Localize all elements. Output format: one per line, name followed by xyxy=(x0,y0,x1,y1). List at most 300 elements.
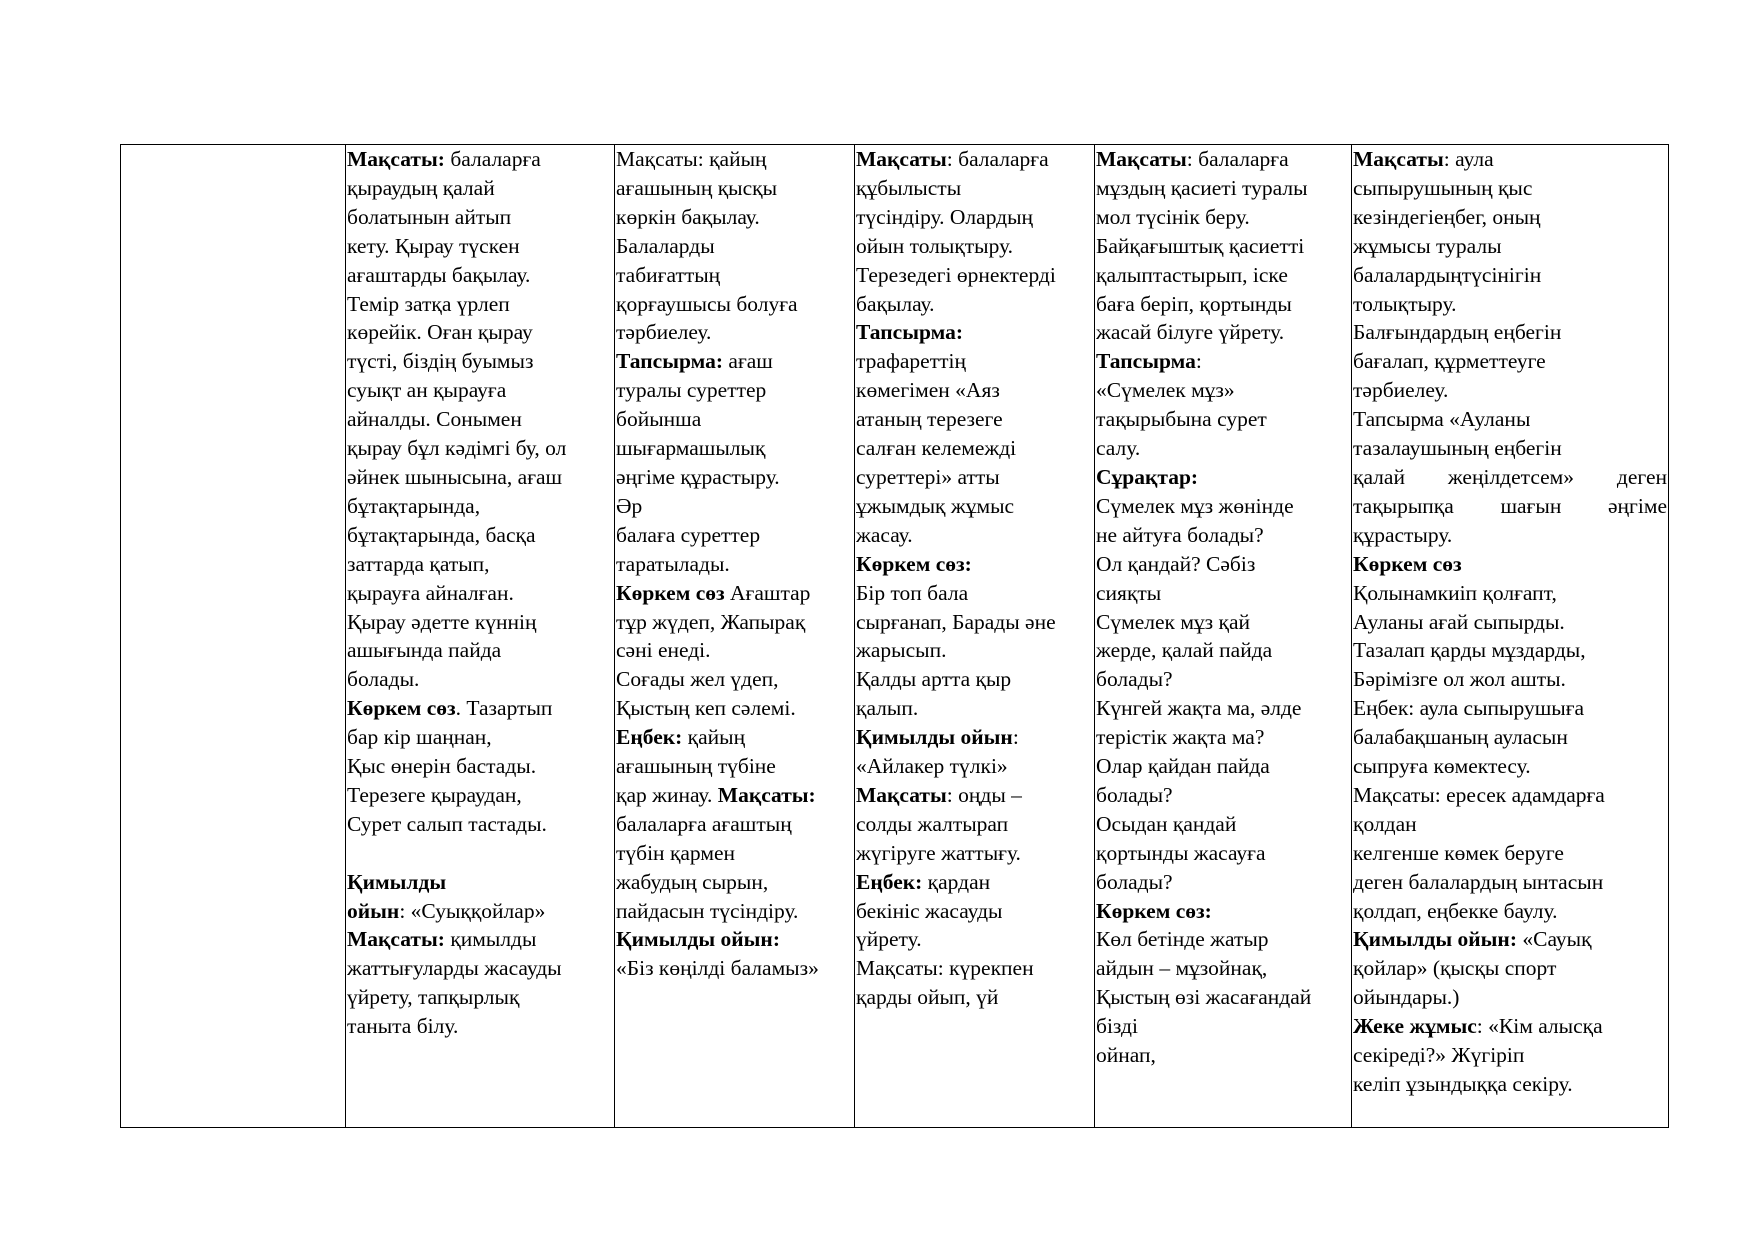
cell-line xyxy=(1353,1041,1667,1070)
text-run: «Сүмелек мұз» xyxy=(1096,378,1235,403)
text-run: балабақшаның ауласын xyxy=(1353,725,1568,750)
cell-line xyxy=(347,347,613,376)
text-run: суықт ан қырауға xyxy=(347,378,507,403)
text-run: Бір топ бала xyxy=(856,580,969,605)
cell-line xyxy=(347,232,613,261)
text-run: Сүмелек мұз қай xyxy=(1096,609,1251,634)
cell-line xyxy=(856,232,1093,261)
text-run: Ол қандай? Сәбіз xyxy=(1096,551,1256,576)
cell-line xyxy=(1096,752,1350,781)
table-row xyxy=(121,145,1669,1128)
bold-text: Мақсаты xyxy=(856,147,947,171)
cell-line xyxy=(347,810,613,839)
text-run: балаға суреттер xyxy=(616,522,761,547)
cell-line xyxy=(856,752,1093,781)
text-run: Осыдан қандай xyxy=(1096,811,1237,836)
cell-line xyxy=(1096,868,1350,897)
text-run: Қыстың өзі жасағандай xyxy=(1096,985,1312,1010)
cell-line xyxy=(1353,694,1667,723)
text-run: деген балалардың ынтасын xyxy=(1353,869,1604,894)
text-run: тазалаушының еңбегін xyxy=(1353,436,1562,461)
text-run: тұр жүдеп, Жапырақ xyxy=(616,609,806,634)
cell-line xyxy=(856,376,1093,405)
cell-line xyxy=(1096,665,1350,694)
cell-line xyxy=(347,983,613,1012)
text-run: жүгіруге жаттығу. xyxy=(856,840,1021,865)
text-run: сырғанап, Барады әне xyxy=(856,609,1056,634)
cell-line xyxy=(1096,897,1350,926)
text-run: ағашының қысқы xyxy=(616,175,778,200)
cell-line xyxy=(1096,318,1350,347)
table-cell-4 xyxy=(1095,145,1352,1128)
text-run: тақырыпқа шағын әңгіме xyxy=(1353,493,1667,518)
text-run: Қолынамкиіп қолғапт, xyxy=(1353,580,1557,605)
cell-line xyxy=(856,810,1093,839)
bold-text: Мақсаты xyxy=(1353,147,1444,171)
cell-line xyxy=(1096,983,1350,1012)
text-run: ойнап, xyxy=(1096,1043,1156,1068)
bold-text: Көркем сөз: xyxy=(856,551,972,576)
text-run: Соғады жел үдеп, xyxy=(616,667,779,692)
cell-line xyxy=(856,925,1093,954)
text-run: қырау бұл кәдімгі бу, ол xyxy=(347,436,567,461)
text-run: толықтыру. xyxy=(1353,291,1457,316)
text-run: бар кір шаңнан, xyxy=(347,725,492,750)
cell-line xyxy=(1353,174,1667,203)
cell-line xyxy=(347,492,613,521)
text-run: таратылады. xyxy=(616,551,730,576)
cell-line xyxy=(347,723,613,752)
cell-line xyxy=(616,839,853,868)
cell-line xyxy=(1353,579,1667,608)
text-run: құбылысты xyxy=(856,175,962,200)
text-run: түсіндіру. Олардың xyxy=(856,204,1034,229)
cell-line xyxy=(1096,463,1350,492)
cell-line xyxy=(1096,608,1350,637)
text-run: шығармашылық xyxy=(616,436,766,461)
cell-line xyxy=(1096,1041,1350,1070)
text-run: Бәрімізге ол жол ашты. xyxy=(1353,667,1566,692)
text-run: солды жалтырап xyxy=(856,811,1009,836)
cell-line xyxy=(856,174,1093,203)
text-run: «Сауық xyxy=(1516,927,1592,952)
cell-line xyxy=(1353,261,1667,290)
text-run: балаларға ағаштың xyxy=(616,811,792,836)
text-run: әйнек шынысына, ағаш xyxy=(347,464,563,489)
cell-line xyxy=(1353,954,1667,983)
cell-line xyxy=(1096,261,1350,290)
text-run: жасай білуге үйрету. xyxy=(1096,320,1285,345)
text-run: Мақсаты: күрекпен xyxy=(856,956,1034,981)
text-run: трафареттің xyxy=(856,349,966,374)
cell-line xyxy=(1096,145,1350,174)
cell-line xyxy=(616,347,853,376)
bold-text: Мақсаты: xyxy=(347,927,445,952)
cell-line xyxy=(1353,983,1667,1012)
cell-line xyxy=(856,261,1093,290)
text-run: Тапсырма «Ауланы xyxy=(1353,407,1531,432)
cell-line xyxy=(856,954,1093,983)
text-run: ашығында пайда xyxy=(347,638,502,663)
cell-line xyxy=(347,608,613,637)
cell-line xyxy=(347,318,613,347)
cell-line xyxy=(856,434,1093,463)
cell-line xyxy=(616,550,853,579)
text-run: айналды. Сонымен xyxy=(347,407,522,432)
table-cell-1 xyxy=(346,145,615,1128)
cell-line xyxy=(616,318,853,347)
text-run: туралы суреттер xyxy=(616,378,767,403)
text-run: балалардыңтүсінігін xyxy=(1353,262,1542,287)
text-run: көрейік. Оған қырау xyxy=(347,320,533,345)
cell-line xyxy=(1096,434,1350,463)
bold-text: Мақсаты xyxy=(856,782,947,807)
cell-line xyxy=(856,579,1093,608)
cell-line xyxy=(347,463,613,492)
cell-line xyxy=(1353,897,1667,926)
bold-text: Тапсырма: xyxy=(616,349,724,374)
text-run: қалыптастырып, іске xyxy=(1096,262,1288,287)
cell-line xyxy=(616,376,853,405)
text-run: мол түсінік беру. xyxy=(1096,204,1250,229)
cell-line xyxy=(1096,636,1350,665)
bold-text: ойын xyxy=(347,898,400,923)
text-run: келіп ұзындыққа секіру. xyxy=(1353,1072,1573,1096)
cell-line xyxy=(1353,434,1667,463)
cell-line xyxy=(1096,839,1350,868)
cell-line xyxy=(347,145,613,174)
cell-line xyxy=(1096,290,1350,319)
text-run: Темір затқа үрлеп xyxy=(347,291,510,316)
text-run: кету. Қырау түскен xyxy=(347,233,520,258)
text-run: Ауланы ағай сыпырды. xyxy=(1353,609,1565,634)
cell-line xyxy=(616,203,853,232)
cell-line xyxy=(1096,405,1350,434)
cell-line xyxy=(1096,347,1350,376)
text-run: : «Кім алысқа xyxy=(1476,1014,1603,1039)
text-run: атаның терезеге xyxy=(856,407,1003,432)
text-run: қимылды xyxy=(444,927,537,952)
text-run: қар жинау. xyxy=(616,782,718,807)
text-run: болатынын айтып xyxy=(347,204,512,229)
text-run: «Біз көңілді баламыз» xyxy=(616,956,819,981)
cell-line xyxy=(1353,463,1667,492)
cell-line xyxy=(1096,1012,1350,1041)
cell-line xyxy=(347,665,613,694)
text-run: үйрету. xyxy=(856,927,922,952)
cell-line xyxy=(1096,954,1350,983)
cell-line xyxy=(616,665,853,694)
text-run: Байқағыштық қасиетті xyxy=(1096,233,1305,258)
text-run: көркін бақылау. xyxy=(616,204,760,229)
text-run: суреттері» атты xyxy=(856,464,1000,489)
cell-line xyxy=(347,405,613,434)
cell-line xyxy=(616,608,853,637)
cell-line xyxy=(347,434,613,463)
cell-line xyxy=(1096,174,1350,203)
text-run: табиғаттың xyxy=(616,262,721,287)
cell-line xyxy=(856,897,1093,926)
text-run: салу. xyxy=(1096,436,1141,461)
text-run: қырауға айналған. xyxy=(347,580,514,605)
cell-line xyxy=(856,492,1093,521)
text-run: Мақсаты: ересек адамдарға xyxy=(1353,782,1605,807)
text-run: Балаларды xyxy=(616,233,715,258)
cell-line xyxy=(347,1012,613,1041)
cell-line xyxy=(616,579,853,608)
cell-line xyxy=(616,636,853,665)
cell-line xyxy=(856,665,1093,694)
text-run: келгенше көмек беруге xyxy=(1353,840,1564,865)
bold-text: Мақсаты: xyxy=(347,147,445,171)
cell-line xyxy=(856,463,1093,492)
cell-line xyxy=(1353,636,1667,665)
cell-line xyxy=(616,145,853,174)
text-run: сыпырушының қыс xyxy=(1353,175,1533,200)
text-run: Сурет салып тастады. xyxy=(347,811,547,836)
text-run: Қырау әдетте күннің xyxy=(347,609,537,634)
cell-line xyxy=(347,925,613,954)
cell-line xyxy=(347,694,613,723)
text-run: жерде, қалай пайда xyxy=(1096,638,1273,663)
cell-line xyxy=(347,261,613,290)
cell-line xyxy=(616,925,853,954)
text-run: мұздың қасиеті туралы xyxy=(1096,175,1308,200)
text-run: секіреді?» Жүгіріп xyxy=(1353,1043,1525,1068)
text-run: қалай жеңілдетсем» деген xyxy=(1353,464,1667,489)
bold-text: Еңбек: xyxy=(616,725,683,750)
text-run: тәрбиелеу. xyxy=(1353,378,1449,403)
cell-line xyxy=(1353,376,1667,405)
cell-line xyxy=(856,983,1093,1012)
cell-line xyxy=(1353,145,1667,174)
cell-line xyxy=(1353,608,1667,637)
cell-line xyxy=(347,752,613,781)
cell-line xyxy=(856,347,1093,376)
text-run: жаттығуларды жасауды xyxy=(347,956,562,981)
text-run: қортынды жасауға xyxy=(1096,840,1266,865)
cell-line xyxy=(856,868,1093,897)
bold-text: Көркем сөз: xyxy=(1096,898,1212,923)
text-run: болады? xyxy=(1096,782,1173,807)
cell-line xyxy=(1096,694,1350,723)
text-run: : балаларға xyxy=(1186,147,1289,171)
text-run: сәні енеді. xyxy=(616,638,711,663)
cell-line xyxy=(347,174,613,203)
cell-line xyxy=(856,290,1093,319)
cell-line xyxy=(616,290,853,319)
cell-line xyxy=(347,376,613,405)
bold-text: Мақсаты: xyxy=(717,782,816,807)
cell-line xyxy=(616,521,853,550)
bold-text: Қимылды ойын: xyxy=(616,927,780,952)
text-run: Ағаштар xyxy=(724,580,811,605)
cell-line xyxy=(1353,839,1667,868)
table-cell-5 xyxy=(1352,145,1669,1128)
text-run: Терезеге қыраудан, xyxy=(347,782,522,807)
text-run: түбін қармен xyxy=(616,840,736,865)
cell-line xyxy=(1353,665,1667,694)
text-run: ойындары.) xyxy=(1353,985,1460,1010)
text-run: Еңбек: аула сыпырушыға xyxy=(1353,696,1585,721)
cell-line xyxy=(856,550,1093,579)
text-run: қойлар» (қысқы спорт xyxy=(1353,956,1557,981)
text-run: Қалды артта қыр xyxy=(856,667,1012,692)
text-run: Қыстың кеп сәлемі. xyxy=(616,696,796,721)
text-run: көмегімен «Аяз xyxy=(856,378,1000,403)
text-run: : xyxy=(1012,725,1019,750)
cell-line xyxy=(1353,723,1667,752)
table-cell-0 xyxy=(121,145,346,1128)
bold-text: Көркем сөз xyxy=(1353,551,1462,576)
cell-line xyxy=(856,694,1093,723)
cell-line xyxy=(856,145,1093,174)
text-run: . Тазартып xyxy=(455,696,553,721)
text-run: ұжымдық жұмыс xyxy=(856,493,1015,518)
cell-line xyxy=(616,261,853,290)
cell-line xyxy=(347,781,613,810)
text-run: үйрету, тапқырлық xyxy=(347,985,520,1010)
text-run: кезіндегіеңбег, оның xyxy=(1353,204,1541,229)
cell-line xyxy=(856,636,1093,665)
cell-line xyxy=(1096,376,1350,405)
text-run: бізді xyxy=(1096,1014,1138,1039)
text-run: ағашының түбіне xyxy=(616,754,776,779)
bold-text: Сұрақтар: xyxy=(1096,464,1199,489)
text-run: Көл бетінде жатыр xyxy=(1096,927,1269,952)
bold-text: Тапсырма xyxy=(1096,349,1196,374)
cell-line xyxy=(616,897,853,926)
text-run: бұтақтарында, xyxy=(347,493,481,518)
text-run: әңгіме құрастыру. xyxy=(616,464,780,489)
cell-line xyxy=(856,781,1093,810)
text-run: Олар қайдан пайда xyxy=(1096,754,1270,779)
text-run: Қыс өнерін бастады. xyxy=(347,754,537,779)
text-run: қайың xyxy=(682,725,746,750)
text-run: бақылау. xyxy=(856,291,935,316)
text-run: жасау. xyxy=(856,522,913,547)
cell-line xyxy=(1353,521,1667,550)
text-run: Күнгей жақта ма, әлде xyxy=(1096,696,1302,721)
text-run: айдын – мұзойнақ, xyxy=(1096,956,1268,981)
cell-line xyxy=(1096,232,1350,261)
cell-line xyxy=(1353,868,1667,897)
text-run: қолдап, еңбекке баулу. xyxy=(1353,898,1558,923)
cell-line xyxy=(1096,925,1350,954)
cell-line xyxy=(856,839,1093,868)
cell-line xyxy=(1353,405,1667,434)
cell-line xyxy=(1353,203,1667,232)
cell-line xyxy=(856,318,1093,347)
cell-line xyxy=(616,463,853,492)
cell-line xyxy=(1096,781,1350,810)
cell-line xyxy=(1353,810,1667,839)
cell-line xyxy=(1353,318,1667,347)
cell-line xyxy=(1096,521,1350,550)
cell-line xyxy=(856,723,1093,752)
bold-text: Қимылды ойын: xyxy=(1353,927,1517,952)
text-run: жарысып. xyxy=(856,638,947,663)
cell-line xyxy=(1353,232,1667,261)
cell-line xyxy=(616,723,853,752)
text-run: : «Суыққойлар» xyxy=(399,898,546,923)
text-run: балаларға xyxy=(444,147,541,171)
text-run: жабудың сырын, xyxy=(616,869,769,894)
cell-line xyxy=(347,636,613,665)
text-run: бағалап, құрметтеуге xyxy=(1353,349,1546,374)
text-run: тақырыбына сурет xyxy=(1096,407,1267,432)
cell-line xyxy=(616,810,853,839)
cell-line xyxy=(616,868,853,897)
text-run: болады. xyxy=(347,667,420,692)
text-run: : балаларға xyxy=(946,147,1049,171)
text-run: баға беріп, қортынды xyxy=(1096,291,1292,316)
text-run: : xyxy=(1195,349,1202,374)
cell-line xyxy=(616,492,853,521)
bold-text: Көркем сөз xyxy=(347,696,456,721)
cell-line xyxy=(856,608,1093,637)
text-run: болады? xyxy=(1096,869,1173,894)
cell-line xyxy=(616,232,853,261)
text-run: Әр xyxy=(616,493,643,518)
text-run: ағаштарды бақылау. xyxy=(347,262,531,287)
cell-line xyxy=(856,521,1093,550)
text-run: : аула xyxy=(1443,147,1494,171)
cell-line xyxy=(347,203,613,232)
table-cell-2 xyxy=(615,145,855,1128)
text-run: таныта білу. xyxy=(347,1014,459,1039)
text-run: қыраудың қалай xyxy=(347,175,495,200)
text-run: «Айлакер түлкі» xyxy=(856,754,1008,779)
bold-text: Мақсаты xyxy=(1096,147,1187,171)
text-run: заттарда қатып, xyxy=(347,551,490,576)
cell-line xyxy=(1353,347,1667,376)
text-run: болады? xyxy=(1096,667,1173,692)
bold-text: Тапсырма: xyxy=(856,320,964,345)
text-run: Терезедегі өрнектерді xyxy=(856,262,1056,287)
text-run: салған келемежді xyxy=(856,436,1017,461)
text-run: қорғаушысы болуға xyxy=(616,291,798,316)
text-run: Мақсаты: қайың xyxy=(616,147,767,171)
text-run: Тазалап қарды мұздарды, xyxy=(1353,638,1586,663)
cell-line xyxy=(616,434,853,463)
text-run: жұмысы туралы xyxy=(1353,233,1502,258)
cell-line xyxy=(347,839,613,868)
cell-line xyxy=(347,521,613,550)
text-run: тәрбиелеу. xyxy=(616,320,712,345)
text-run: бойынша xyxy=(616,407,702,432)
cell-line xyxy=(1096,810,1350,839)
text-run: пайдасын түсіндіру. xyxy=(616,898,799,923)
bold-text: Қимылды xyxy=(347,869,447,894)
cell-line xyxy=(1096,579,1350,608)
text-run: сияқты xyxy=(1096,580,1162,605)
text-run: сыпруға көмектесу. xyxy=(1353,754,1531,779)
cell-line xyxy=(347,290,613,319)
text-run: түсті, біздің буымыз xyxy=(347,349,534,374)
cell-line xyxy=(347,954,613,983)
text-run: бекініс жасауды xyxy=(856,898,1003,923)
text-run: : оңды – xyxy=(946,782,1022,807)
text-run: қалып. xyxy=(856,696,919,721)
text-run: Балғындардың еңбегін xyxy=(1353,320,1562,345)
cell-line xyxy=(1096,492,1350,521)
text-run: қардан xyxy=(922,869,991,894)
cell-line xyxy=(616,405,853,434)
cell-line xyxy=(1353,781,1667,810)
cell-line xyxy=(1096,723,1350,752)
bold-text: Көркем сөз xyxy=(616,580,725,605)
